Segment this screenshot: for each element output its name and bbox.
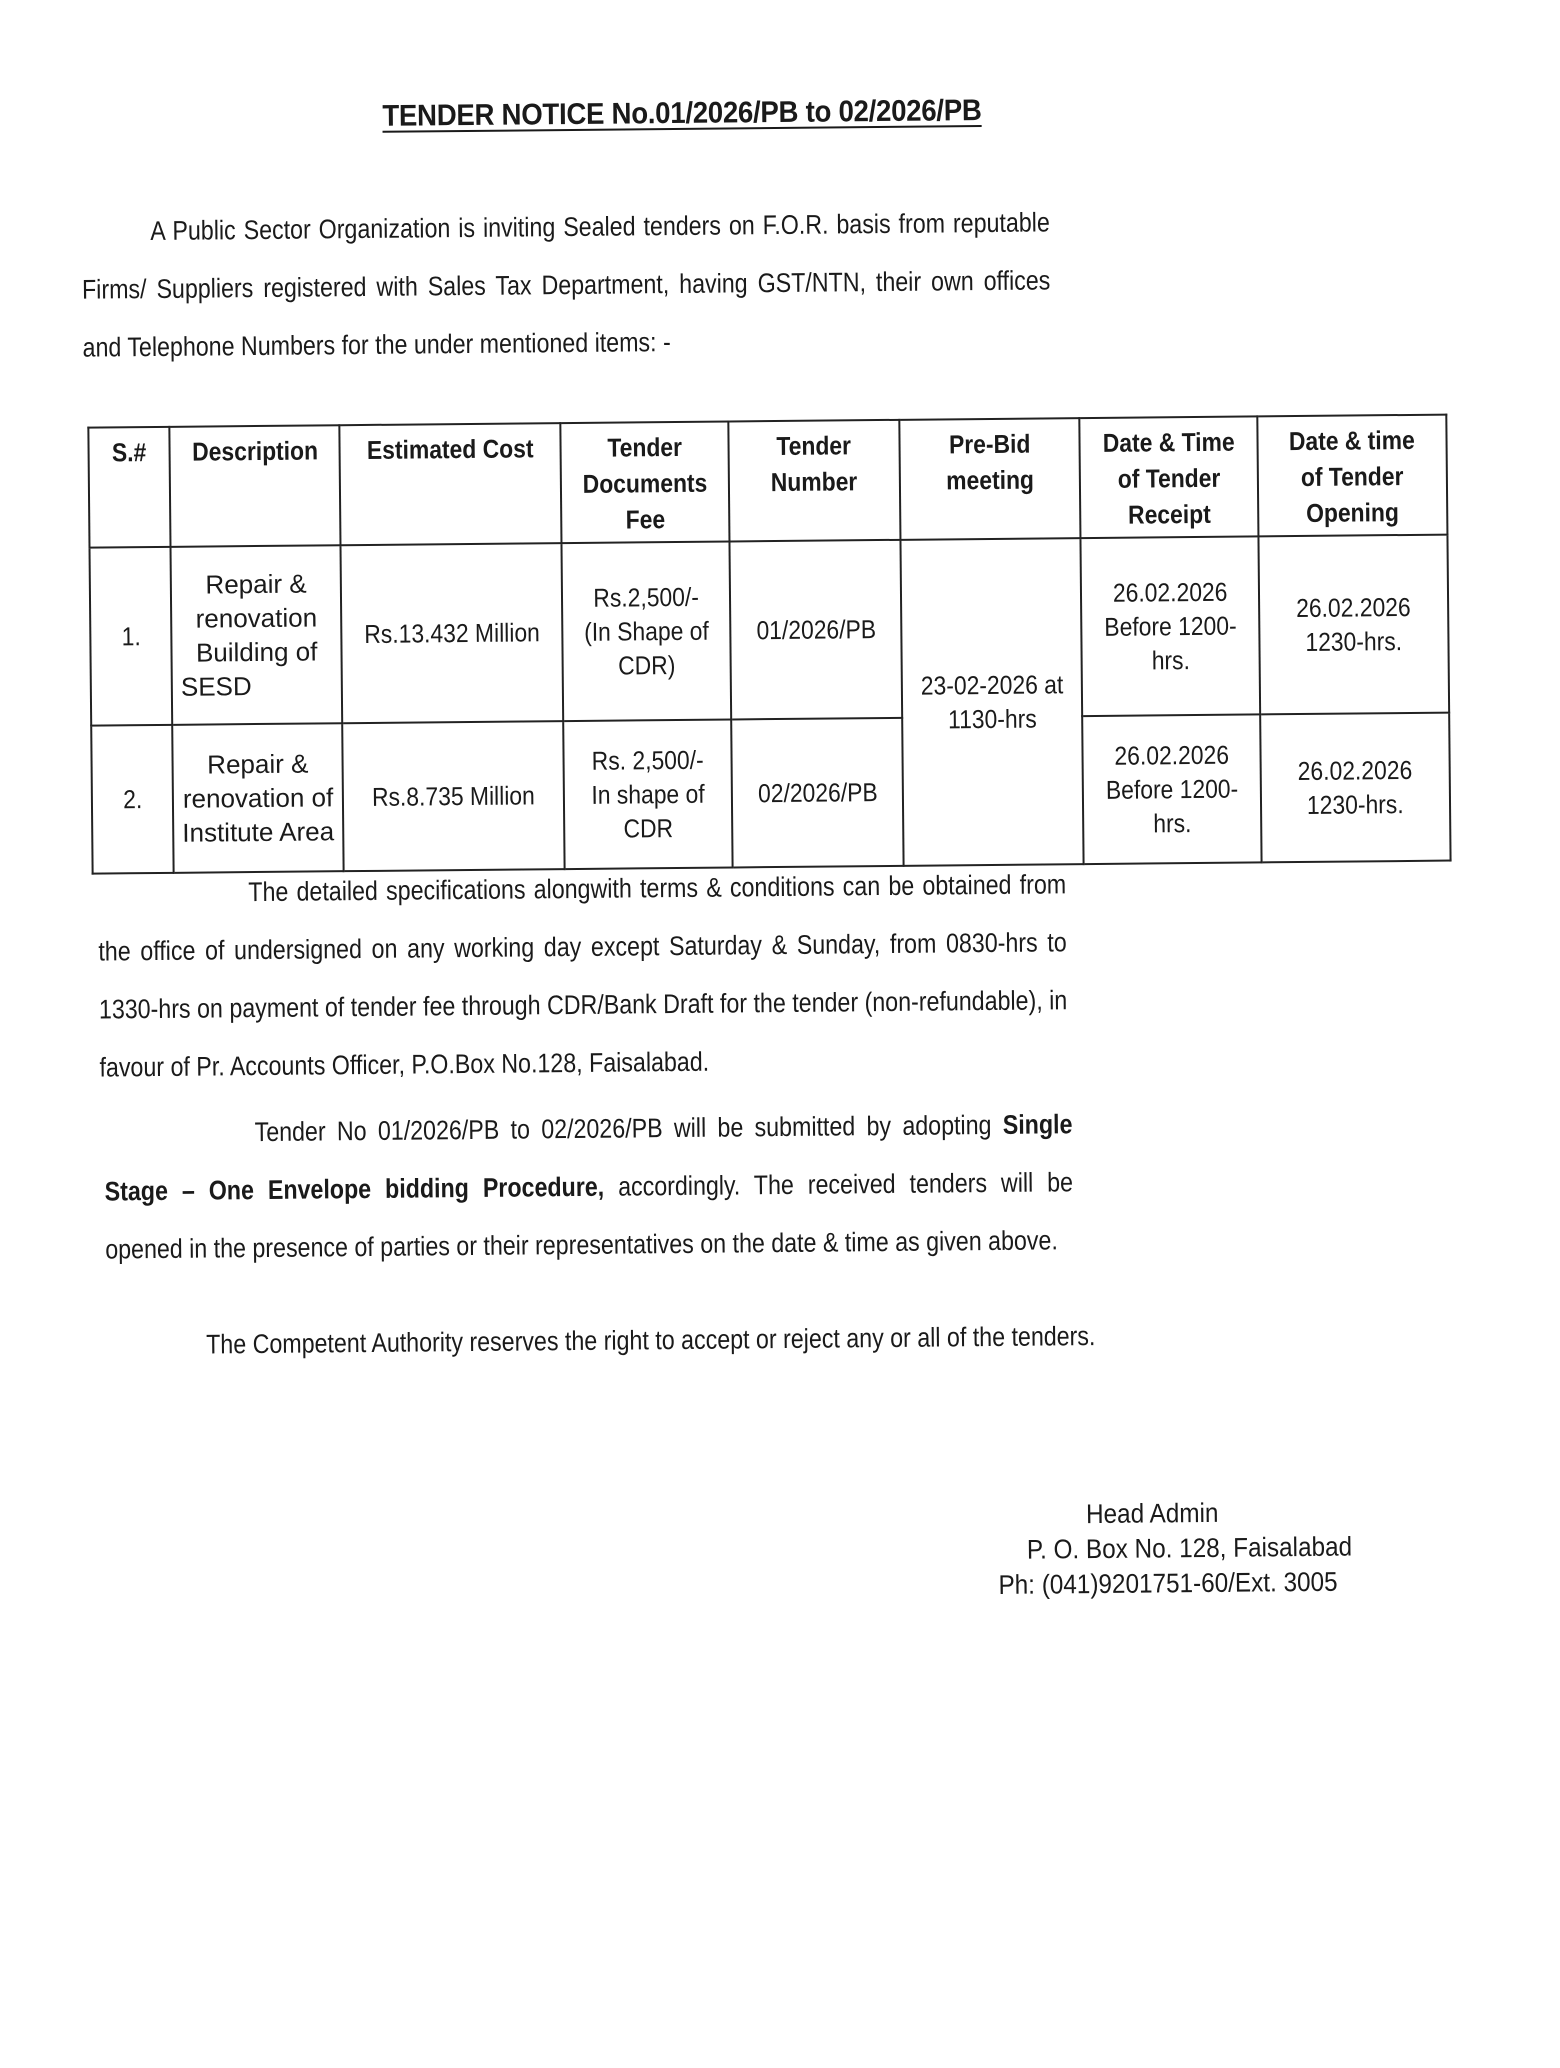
intro-text: A Public Sector Organization is inviting Sealed tenders on F.O.R. basis from reputable Firms/ Suppliers registered with Sales Tax Department, having GST/NTN, their own offices and Telephone Numbers for the under mentioned items: - bbox=[81, 207, 1051, 363]
cell-documents-fee: Rs. 2,500/- In shape of CDR bbox=[563, 719, 733, 869]
cell-sn: 1. bbox=[90, 547, 173, 726]
procedure-text-bold: Single Stage – One Envelope bidding Procedure, bbox=[104, 1109, 1073, 1207]
specifications-text: The detailed specifications alongwith terms & conditions can be obtained from the office of undersigned on any working day except Saturday & Sunday, from 0830-hrs to 1330-hrs on payment of tender fee through CDR/Bank Draft for the tender (non-refundable), in favour of Pr. Accounts Officer, P.O.Box No.128, Faisalabad. bbox=[98, 869, 1068, 1083]
header-receipt: Date & Time of Tender Receipt bbox=[1079, 416, 1259, 538]
cell-sn: 2. bbox=[91, 725, 173, 874]
signature-block bbox=[998, 1494, 1392, 1603]
signature-address: P. O. Box No. 128, Faisalabad bbox=[1026, 1531, 1353, 1565]
procedure-text-post: accordingly. The received tenders will be opened in the presence of parties or their representatives on the date & time as given above. bbox=[105, 1167, 1074, 1265]
header-estimated-cost: Estimated Cost bbox=[340, 423, 562, 545]
table-row bbox=[90, 535, 1450, 726]
cell-tender-number: 02/2026/PB bbox=[732, 718, 904, 868]
cell-opening: 26.02.2026 1230-hrs. bbox=[1259, 535, 1449, 715]
tender-table bbox=[87, 414, 1451, 875]
header-sn: S.# bbox=[88, 427, 170, 548]
cell-receipt: 26.02.2026 Before 1200-hrs. bbox=[1081, 536, 1261, 716]
cell-opening: 26.02.2026 1230-hrs. bbox=[1261, 713, 1451, 863]
header-description: Description bbox=[169, 425, 340, 547]
cell-documents-fee: Rs.2,500/- (In Shape of CDR) bbox=[562, 541, 732, 721]
header-documents-fee: Tender Documents Fee bbox=[561, 421, 730, 543]
table-row bbox=[91, 713, 1450, 874]
cell-tender-number: 01/2026/PB bbox=[730, 540, 902, 720]
specifications-paragraph bbox=[98, 855, 1069, 1096]
cell-receipt: 26.02.2026 Before 1200-hrs. bbox=[1082, 714, 1262, 864]
header-tender-number: Tender Number bbox=[729, 420, 900, 542]
authority-paragraph bbox=[206, 1306, 1175, 1373]
procedure-paragraph bbox=[104, 1095, 1074, 1278]
header-pre-bid: Pre-Bid meeting bbox=[899, 418, 1081, 540]
intro-paragraph bbox=[81, 193, 1051, 376]
cell-pre-bid-meeting: 23-02-2026 at 1130-hrs bbox=[900, 538, 1084, 866]
notice-title: TENDER NOTICE No.01/2026/PB to 02/2026/PB bbox=[382, 94, 982, 133]
signature-designation: Head Admin bbox=[1085, 1497, 1219, 1530]
signature-phone: Ph: (041)9201751-60/Ext. 3005 bbox=[998, 1566, 1338, 1600]
header-opening: Date & time of Tender Opening bbox=[1258, 415, 1448, 537]
authority-text: The Competent Authority reserves the right to accept or reject any or all of the tenders. bbox=[206, 1321, 1096, 1360]
cell-description: Repair & renovation Building of SESD bbox=[171, 545, 343, 725]
cell-estimated-cost: Rs.13.432 Million bbox=[341, 543, 564, 723]
procedure-text-pre: Tender No 01/2026/PB to 02/2026/PB will be submitted by adopting bbox=[254, 1109, 1003, 1148]
table-header-row bbox=[88, 415, 1447, 548]
cell-description: Repair & renovation of Institute Area bbox=[172, 723, 344, 873]
cell-estimated-cost: Rs.8.735 Million bbox=[343, 721, 565, 871]
